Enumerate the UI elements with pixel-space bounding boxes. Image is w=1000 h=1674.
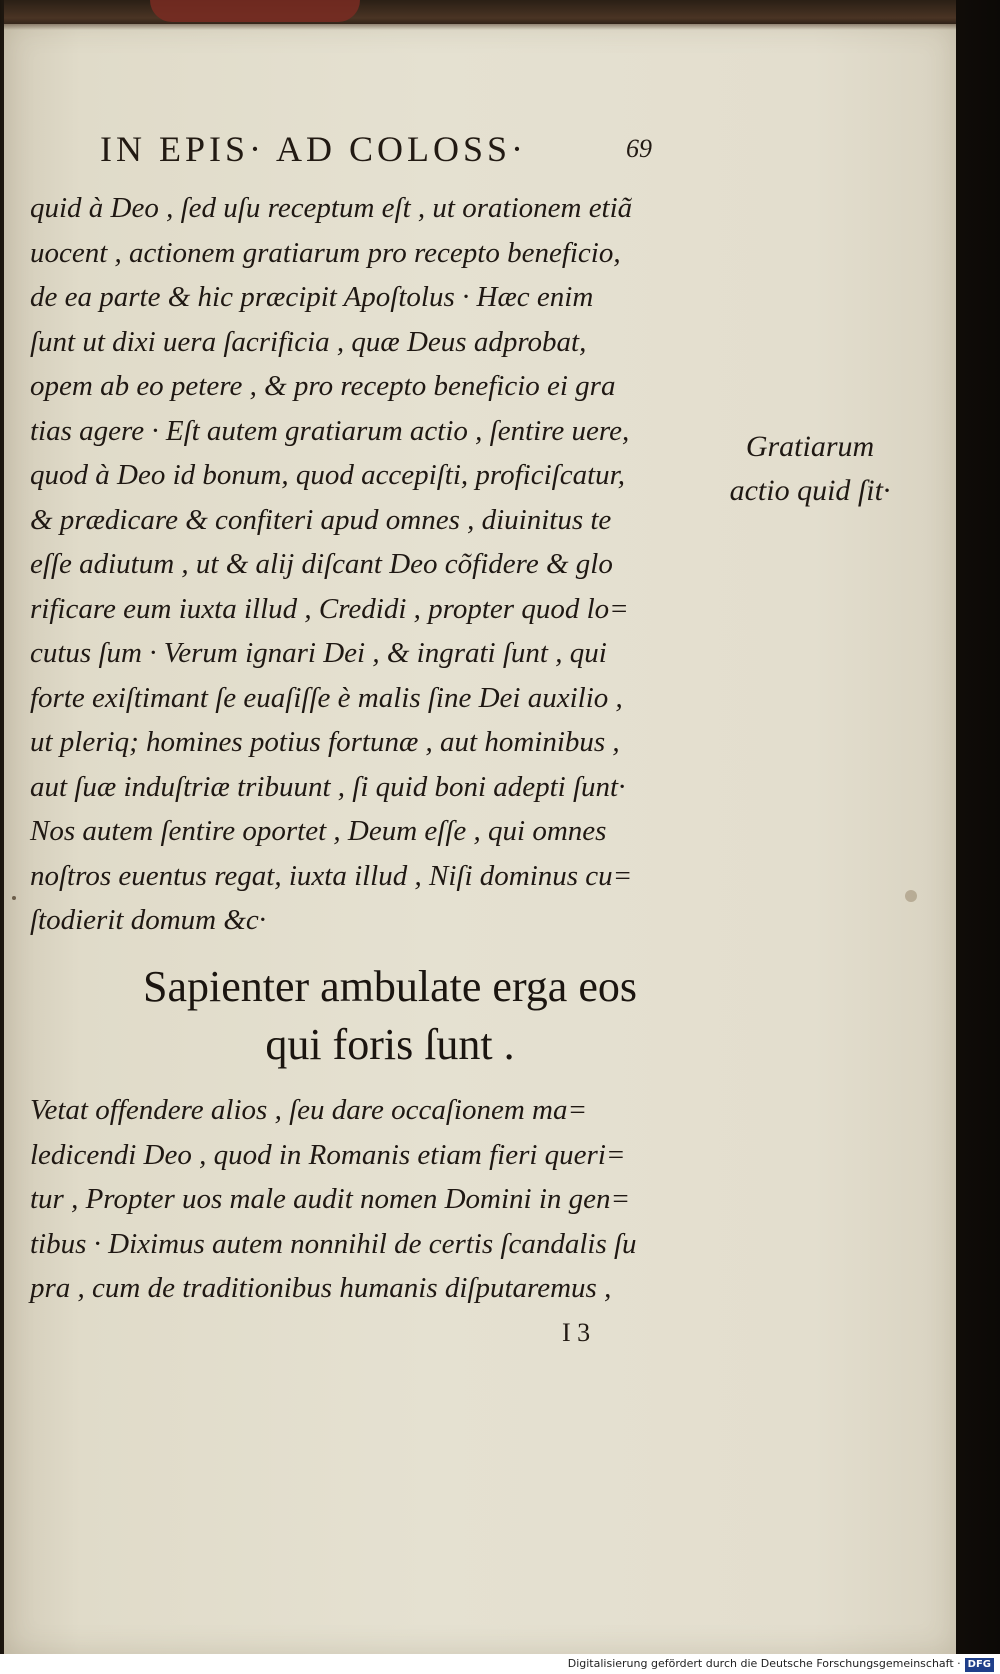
text-line: tur , Propter uos male audit nomen Domini in gen= xyxy=(30,1183,631,1215)
paper-spot xyxy=(905,890,917,902)
text-line: & prædicare & confiteri apud omnes , diuinitus te xyxy=(30,503,612,536)
folio-number: 69 xyxy=(626,134,652,163)
signature-mark: I 3 xyxy=(562,1318,591,1347)
text-line: de ea parte & hic præcipit Apoſtolus · Hæc enim xyxy=(30,281,594,313)
dfg-logo: DFG xyxy=(965,1658,994,1672)
text-line: quid à Deo , ſed uſu receptum eſt , ut orationem etiã xyxy=(30,192,633,224)
text-line: eſſe adiutum , ut & alij diſcant Deo cõfidere & glo xyxy=(30,548,613,580)
marginal-note xyxy=(710,425,910,513)
footer-bar xyxy=(0,1654,1000,1674)
running-title: IN EPIS· AD COLOSS· xyxy=(100,129,528,169)
marginal-note-line: actio quid ſit· xyxy=(729,474,891,507)
text-line: cutus ſum · Verum ignari Dei , & ingrati ſunt , qui xyxy=(30,637,607,669)
section-heading xyxy=(60,958,720,1074)
text-line: pra , cum de traditionibus humanis diſputaremus , xyxy=(30,1272,612,1304)
body-text xyxy=(30,186,720,943)
text-line: quod à Deo id bonum, quod accepiſti, proficiſcatur, xyxy=(30,459,625,491)
heading-line: Sapienter ambulate erga eos xyxy=(143,962,637,1011)
text-line: noſtros euentus regat, iuxta illud , Niſi dominus cu= xyxy=(30,859,633,892)
text-line: aut ſuæ induſtriæ tribuunt , ſi quid boni adepti ſunt· xyxy=(30,770,626,803)
text-line: ledicendi Deo , quod in Romanis etiam fieri queri= xyxy=(30,1138,626,1171)
text-line: opem ab eo petere , & pro recepto beneficio ei gra xyxy=(30,370,616,402)
text-line: tias agere · Eſt autem gratiarum actio , ſentire uere, xyxy=(30,414,630,447)
binding-stain xyxy=(150,0,360,22)
body-text-continued xyxy=(30,1088,720,1311)
text-line: tibus · Diximus autem nonnihil de certis ſcandalis ſu xyxy=(30,1227,637,1260)
heading-line: qui foris ſunt . xyxy=(265,1020,515,1069)
text-line: forte exiſtimant ſe euaſiſſe è malis ſine Dei auxilio , xyxy=(30,681,623,714)
text-line: ſtodierit domum &c· xyxy=(30,904,267,936)
text-line: Nos autem ſentire oportet , Deum eſſe , qui omnes xyxy=(30,815,607,847)
text-line: rificare eum iuxta illud , Credidi , propter quod lo= xyxy=(30,592,629,625)
funding-credit: Digitalisierung gefördert durch die Deutsche Forschungsgemeinschaft · xyxy=(567,1657,961,1670)
text-line: Vetat offendere alios , ſeu dare occaſionem ma= xyxy=(30,1094,588,1126)
paper-spot xyxy=(12,896,16,900)
text-line: uocent , actionem gratiarum pro recepto beneficio, xyxy=(30,236,621,269)
page-top-edge xyxy=(4,0,956,30)
text-line: ſunt ut dixi uera ſacrificia , quæ Deus adprobat, xyxy=(30,325,587,358)
text-line: ut pleriq; homines potius fortunæ , aut hominibus , xyxy=(30,726,620,758)
marginal-note-line: Gratiarum xyxy=(745,430,875,463)
